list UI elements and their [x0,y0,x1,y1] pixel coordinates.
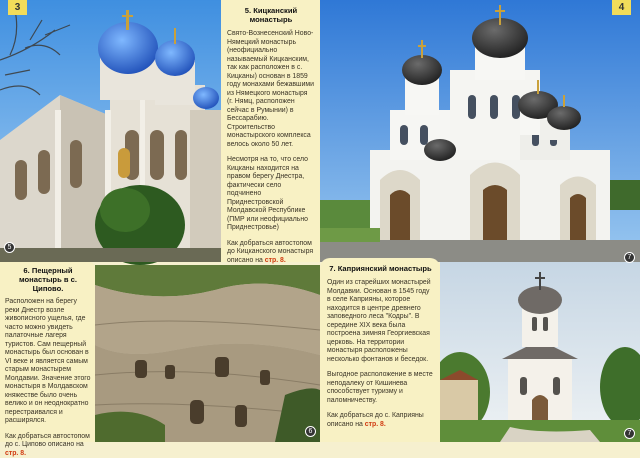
section-5-paragraph-1: Свято-Вознесенский Ново-Нямецкий монастырь (неофициально называемый Кицканским, так как расположен в с. Кицканы) основан в 1859 году монахами бежавшими из Нямецкого монастыря (г. Нямц, расположен сейчас в Румынии) в Бессарабию. Строительство монастырского комплекса велось около 50 лет. [227,30,315,149]
section-6-title: 6. Пещерный монастырь в с. Ципово. [5,266,91,293]
photo-capriana-monastery [440,262,640,442]
page-number-right: 4 [612,0,631,15]
section-6-panel [0,262,95,442]
photo-number-5: 5 [4,242,15,253]
photo-number-7-top: 7 [624,252,635,263]
photo-kitskany-monastery [320,0,640,262]
section-6-paragraph-2: Как добраться автостопом до с. Ципово описано на стр. 8. [5,433,91,458]
section-5-paragraph-2: Несмотря на то, что село Кицканы находится на правом берегу Днестра, фактически село подчинено Приднестровской Молдавской Республике (ПМР или неофициально Приднестровье) [227,156,315,233]
photo-tsipovo-cave-monastery [95,265,320,442]
section-6-paragraph-1: Расположен на берегу реки Днестр возле живописного ущелья, где часто можно увидеть палаточные лагеря туристов. Сам пещерный монастырь был основан в VI веке и является самым старым монастырем Молдавии. Значение этого монастыря в Молдавском княжестве было очень велико и он неоднократно перестраивался и расширялся. [5,298,91,426]
photo-kitskany-cathedral-left [0,0,221,262]
section-7-paragraph-3: Как добраться до с. Каприяны описано на стр. 8. [327,412,434,429]
section-7-panel [320,258,440,442]
section-7-paragraph-2: Выгодное расположение в месте неподалеку от Кишинева способствует туризму и паломничеству. [327,371,434,405]
page-number-left: 3 [8,0,27,15]
section-7-title: 7. Каприянский монастырь [327,264,434,273]
section-5-title: 5. Кицканский монастырь [227,6,315,24]
section-5-paragraph-3: Как добраться автостопом до Кицканского монастыря описано на стр. 8. [227,240,315,266]
section-7-paragraph-1: Один из старейших монастырей Молдавии. Основан в 1545 году в селе Каприяны, которое находится в центре древнего заповедного леса "Кодры". В середине XIX века была построена зимняя Георгиевская церковь. На территории монастыря расположены несколько фонтанов и беседок. [327,279,434,364]
photo-number-7-bottom: 7 [624,428,635,439]
section-5-page-link[interactable]: стр. 8. [265,257,286,264]
section-6-page-link[interactable]: стр. 8. [5,450,26,457]
section-5-panel [221,0,320,262]
section-7-page-link[interactable]: стр. 8. [365,421,386,428]
photo-number-6: 6 [305,426,316,437]
